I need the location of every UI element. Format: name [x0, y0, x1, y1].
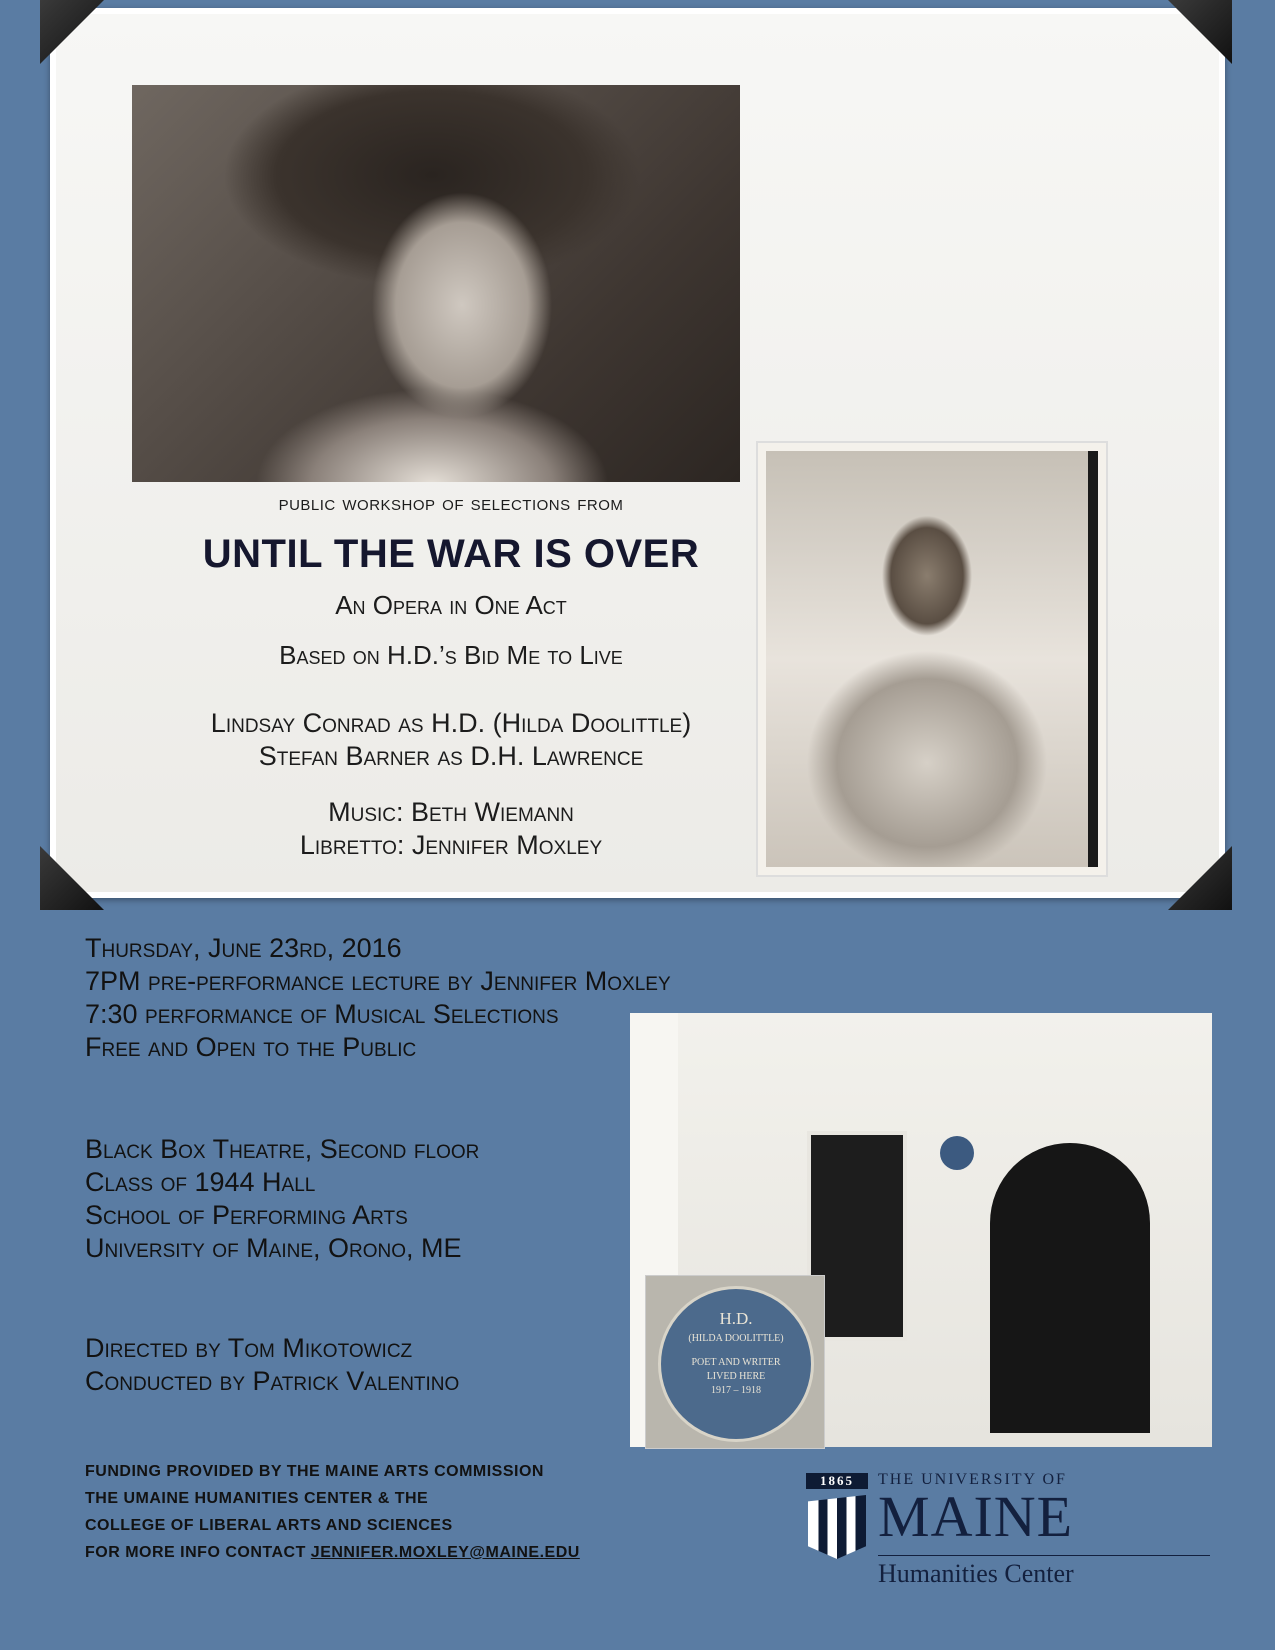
workshop-label: public workshop of selections from — [278, 490, 624, 515]
logo-year: 1865 — [806, 1473, 868, 1489]
logo-maine: MAINE — [878, 1484, 1074, 1549]
performance-time: 7:30 performance of Musical Selections — [85, 999, 559, 1029]
opera-subtitle: An Opera in One Act — [335, 590, 567, 620]
cast-line-lawrence: Stefan Barner as D.H. Lawrence — [258, 741, 644, 771]
umaine-humanities-logo — [806, 1473, 1226, 1593]
venue-university: University of Maine, Orono, ME — [85, 1233, 462, 1263]
funding-line: FUNDING PROVIDED BY THE MAINE ARTS COMMISSION — [85, 1463, 544, 1480]
admission-note: Free and Open to the Public — [85, 1032, 417, 1062]
funding-block — [85, 1458, 580, 1566]
plaque-full-name: (HILDA DOOLITTLE) — [688, 1333, 784, 1344]
venue-hall: Class of 1944 Hall — [85, 1167, 316, 1197]
blue-plaque-on-wall — [940, 1136, 974, 1170]
plaque-text — [661, 1356, 811, 1398]
plaque-line: POET AND WRITER — [691, 1357, 781, 1368]
dh-lawrence-portrait — [756, 441, 1108, 877]
credits-block — [85, 1332, 459, 1398]
opera-title: UNTIL THE WAR IS OVER — [202, 532, 700, 576]
blue-plaque-closeup — [645, 1275, 825, 1449]
logo-center: Humanities Center — [878, 1559, 1074, 1588]
funding-line: COLLEGE OF LIBERAL ARTS AND SCIENCES — [85, 1517, 453, 1534]
umaine-emblem — [806, 1473, 868, 1559]
schedule-block — [85, 932, 671, 1064]
logo-divider — [878, 1555, 1210, 1556]
plaque-name: H.D. — [719, 1309, 753, 1328]
music-credit: Music: Beth Wiemann — [328, 797, 574, 827]
contact-email-link[interactable]: JENNIFER.MOXLEY@MAINE.EDU — [310, 1544, 580, 1561]
house-door — [990, 1143, 1150, 1433]
based-on-line: Based on H.D.’s Bid Me to Live — [279, 640, 623, 670]
director-credit: Directed by Tom Mikotowicz — [85, 1333, 413, 1363]
conductor-credit: Conducted by Patrick Valentino — [85, 1366, 460, 1396]
shield-icon — [808, 1495, 866, 1559]
funding-line: THE UMAINE HUMANITIES CENTER & THE — [85, 1490, 429, 1507]
venue-school: School of Performing Arts — [85, 1200, 408, 1230]
logo-university: THE UNIVERSITY OF — [878, 1471, 1067, 1488]
cast-line-hd: Lindsay Conrad as H.D. (Hilda Doolittle) — [210, 708, 692, 738]
event-date: Thursday, June 23rd, 2016 — [85, 933, 402, 963]
venue-block — [85, 1133, 479, 1265]
contact-prefix: FOR MORE INFO CONTACT — [85, 1544, 311, 1561]
hilda-doolittle-portrait — [132, 85, 740, 482]
dh-lawrence-photo-image — [766, 451, 1098, 867]
venue-theatre: Black Box Theatre, Second floor — [85, 1134, 480, 1164]
libretto-credit: Libretto: Jennifer Moxley — [299, 830, 603, 860]
plaque-disc — [658, 1286, 814, 1442]
plaque-years: 1917 – 1918 — [711, 1385, 761, 1396]
lecture-time: 7PM pre-performance lecture by Jennifer Moxley — [85, 966, 671, 996]
plaque-line: LIVED HERE — [706, 1371, 766, 1382]
contact-line — [85, 1539, 580, 1566]
